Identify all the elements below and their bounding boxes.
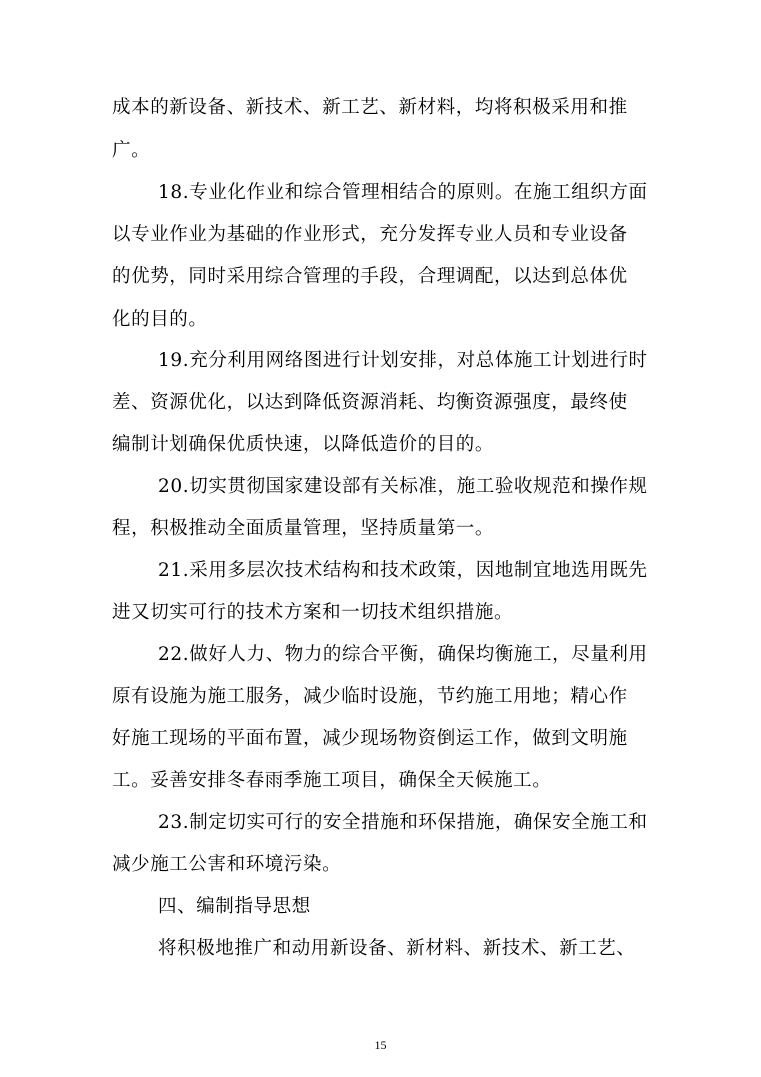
paragraph-23-start: 23.制定切实可行的安全措施和环保措施，确保安全施工和 (158, 812, 648, 833)
paragraph-22-start: 22.做好人力、物力的综合平衡，确保均衡施工，尽量利用 (158, 644, 648, 665)
paragraph-21-start: 21.采用多层次技术结构和技术政策，因地制宜地选用既先 (158, 560, 648, 581)
text-line: 编制计划确保优质快速，以降低造价的目的。 (112, 434, 495, 455)
paragraph-19-start: 19.充分利用网络图进行计划安排，对总体施工计划进行时 (158, 350, 648, 371)
section-heading: 四、编制指导思想 (158, 896, 311, 917)
text-line: 好施工现场的平面布置，减少现场物资倒运工作，做到文明施 (112, 728, 628, 749)
text-line: 化的目的。 (112, 309, 208, 330)
text-line: 减少施工公害和环境污染。 (112, 854, 342, 875)
text-line: 原有设施为施工服务，减少临时设施，节约施工用地；精心作 (112, 686, 628, 707)
paragraph-20-start: 20.切实贯彻国家建设部有关标准，施工验收规范和操作规 (158, 476, 648, 497)
page-number: 15 (374, 1038, 387, 1052)
text-line: 的优势，同时采用综合管理的手段，合理调配，以达到总体优 (112, 266, 628, 287)
text-line: 广。 (112, 140, 151, 161)
text-line: 将积极地推广和动用新设备、新材料、新技术、新工艺、 (158, 938, 636, 959)
text-line: 进又切实可行的技术方案和一切技术组织措施。 (112, 602, 514, 623)
text-line: 程，积极推动全面质量管理，坚持质量第一。 (112, 518, 495, 539)
text-line: 以专业作业为基础的作业形式，充分发挥专业人员和专业设备 (112, 224, 628, 245)
text-line: 成本的新设备、新技术、新工艺、新材料，均将积极采用和推 (112, 97, 628, 118)
text-line: 工。妥善安排冬春雨季施工项目，确保全天候施工。 (112, 770, 552, 791)
paragraph-18-start: 18.专业化作业和综合管理相结合的原则。在施工组织方面 (158, 182, 648, 203)
text-line: 差、资源优化，以达到降低资源消耗、均衡资源强度，最终使 (112, 392, 628, 413)
